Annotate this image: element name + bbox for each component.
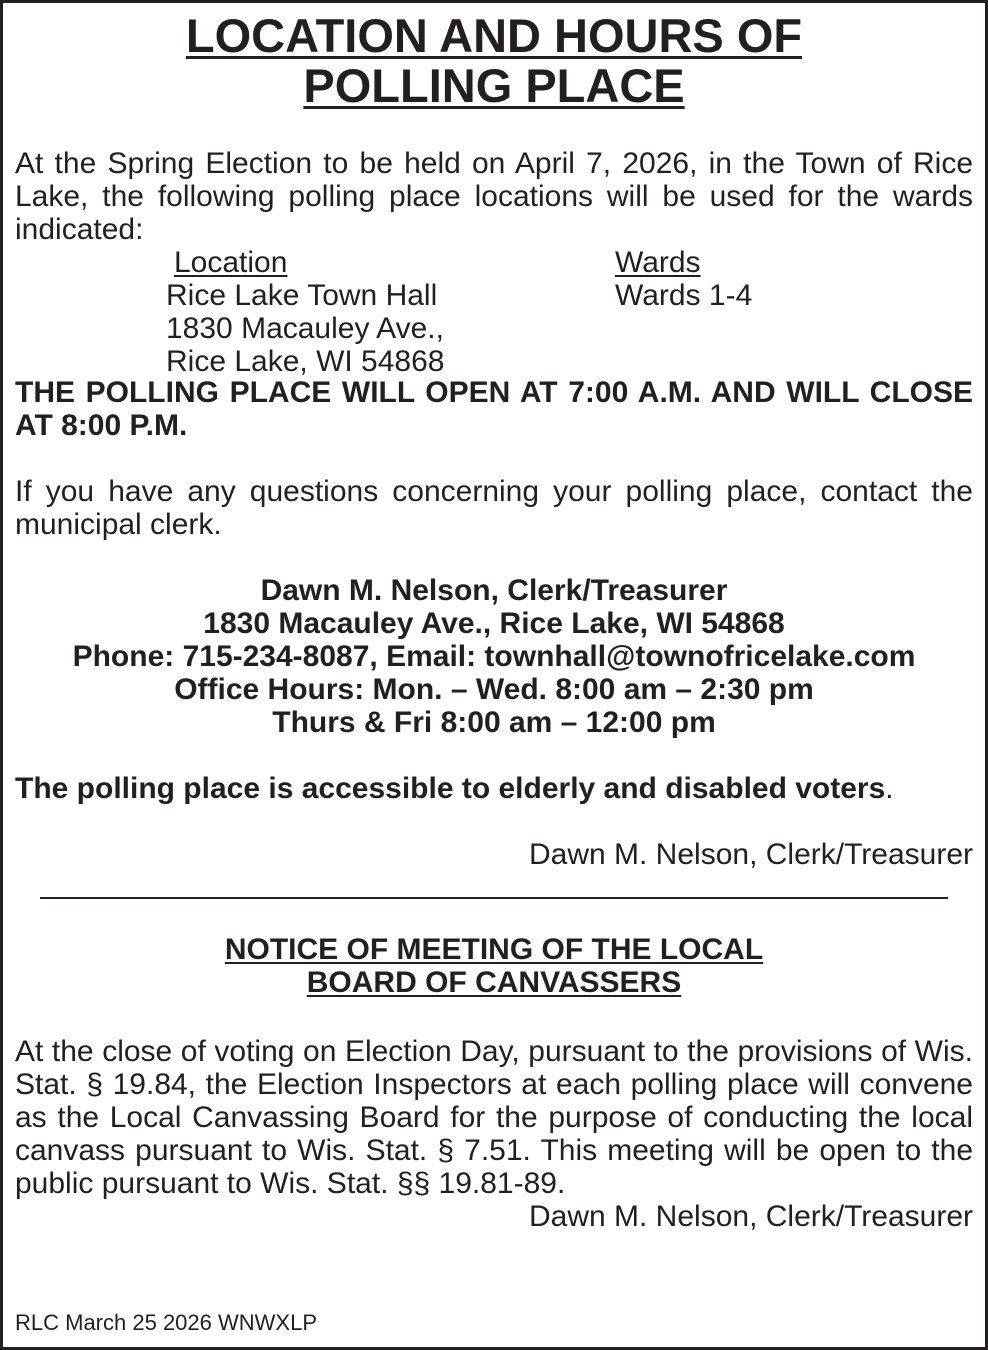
canvassers-notice-body: At the close of voting on Election Day, pursuant to the provisions of Wis. Stat. § 19.84, the Election Inspectors at each polling place will convene as the Local Canvassing Board for the purpose of conducting the local canvass pursuant to Wis. Stat. § 7.51. This meeting will be open to the public pursuant to Wis. Stat. §§ 19.81-89. (15, 1035, 973, 1200)
office-hours-thurs-fri: Thurs & Fri 8:00 am – 12:00 pm (272, 706, 716, 739)
wards-header: Wards (615, 246, 701, 279)
location-address-line-1: 1830 Macauley Ave., (166, 312, 444, 345)
questions-paragraph: If you have any questions concerning your polling place, contact the municipal clerk. (15, 475, 973, 541)
clerk-address: 1830 Macauley Ave., Rice Lake, WI 54868 (203, 607, 785, 640)
signature-2: Dawn M. Nelson, Clerk/Treasurer (528, 1200, 973, 1233)
office-hours: Office Hours: Mon. – Wed. 8:00 am – 2:30 pm (174, 673, 814, 706)
clerk-name: Dawn M. Nelson, Clerk/Treasurer (260, 574, 728, 607)
location-column (166, 246, 444, 378)
canvassers-title-line-1: NOTICE OF MEETING OF THE LOCAL (224, 933, 764, 966)
location-address-line-2: Rice Lake, WI 54868 (166, 345, 445, 378)
publication-footer: RLC March 25 2026 WNWXLP (15, 1310, 317, 1335)
section-divider (40, 897, 948, 899)
clerk-phone-email: Phone: 715-234-8087, Email: townhall@townofricelake.com (72, 640, 916, 673)
canvassers-notice-title (15, 933, 973, 999)
hours-paragraph: THE POLLING PLACE WILL OPEN AT 7:00 A.M. AND WILL CLOSE AT 8:00 P.M. (15, 376, 973, 442)
wards-column (615, 246, 752, 312)
location-name: Rice Lake Town Hall (166, 279, 438, 312)
polling-locations-table (15, 246, 973, 376)
notice-title (15, 9, 973, 111)
location-header: Location (174, 246, 288, 279)
title-line-1: LOCATION AND HOURS OF (185, 9, 803, 62)
clerk-contact-block (15, 574, 973, 739)
intro-paragraph: At the Spring Election to be held on April 7, 2026, in the Town of Rice Lake, the following polling place locations will be used for the wards indicated: (15, 147, 973, 246)
wards-value: Wards 1-4 (615, 279, 753, 312)
title-line-2: POLLING PLACE (303, 59, 685, 112)
canvassers-title-line-2: BOARD OF CANVASSERS (306, 966, 682, 999)
accessibility-statement: The polling place is accessible to elderly and disabled voters. (15, 772, 894, 805)
signature-1: Dawn M. Nelson, Clerk/Treasurer (528, 838, 973, 871)
